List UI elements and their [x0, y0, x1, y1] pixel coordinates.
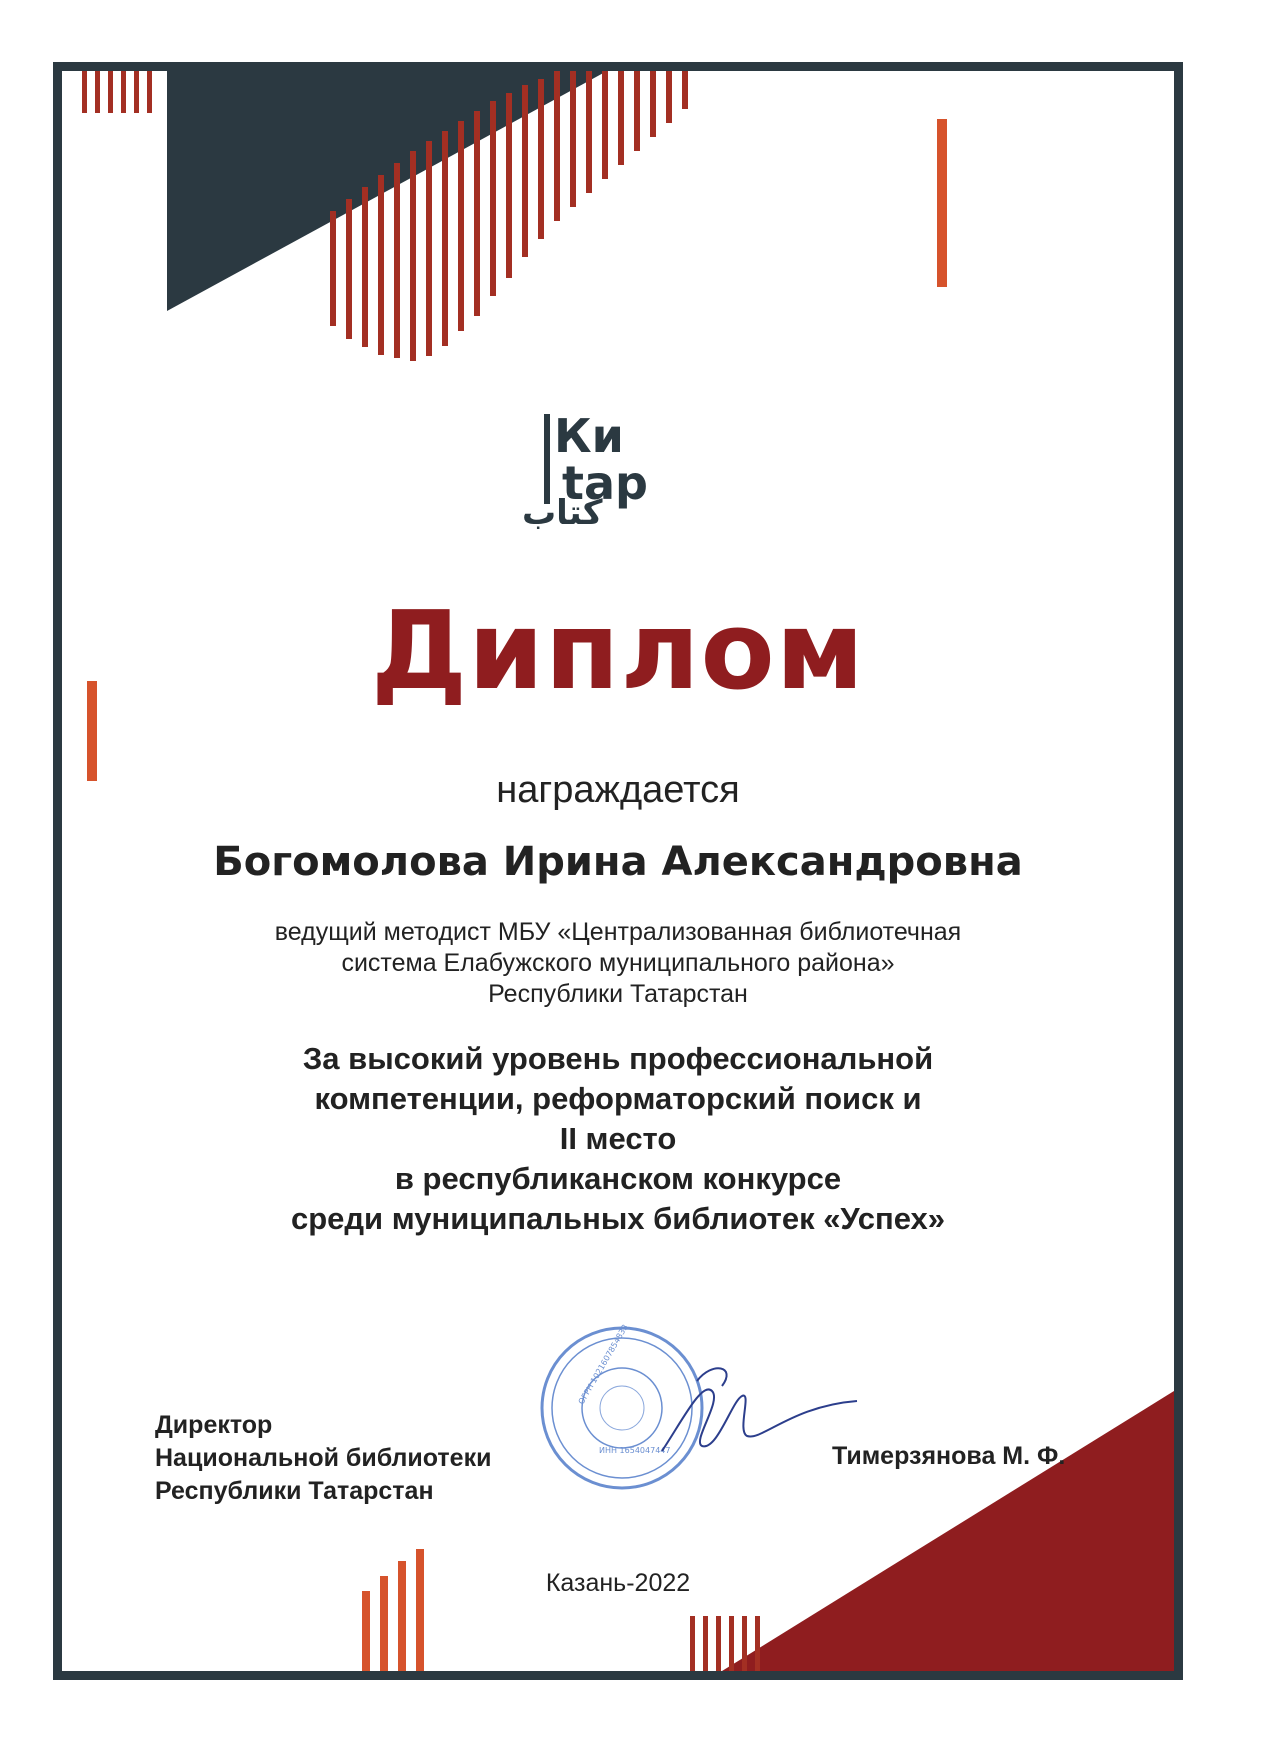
stripes-top-left — [82, 71, 152, 113]
reason-line: среди муниципальных библиотек «Успех» — [290, 1201, 946, 1236]
seal-ogrn: ОГРН 1021607854833 — [576, 1323, 630, 1406]
reason-line: в республиканском конкурсе — [394, 1161, 842, 1196]
logo-arabic: ﻛﺘﺎﺏ — [522, 493, 603, 533]
logo-line2: tap — [562, 456, 648, 510]
kitap-logo — [514, 404, 674, 544]
position-line: система Елабужского муниципального района» — [341, 949, 895, 977]
logo-line1: Ки — [554, 409, 624, 463]
signer-title — [155, 1409, 491, 1508]
recipient-name: Богомолова Ирина Александровна — [213, 839, 1023, 885]
position-line: Республики Татарстан — [488, 980, 748, 1008]
reason-line: II место — [559, 1121, 677, 1156]
diploma-title: Диплом — [370, 589, 866, 714]
signer-line: Республики Татарстан — [155, 1477, 434, 1505]
award-reason — [62, 1039, 1174, 1239]
position-line: ведущий методист МБУ «Централизованная библиотечная — [274, 918, 962, 946]
signer-line: Национальной библиотеки — [155, 1444, 492, 1472]
city-year: Казань-2022 — [545, 1569, 691, 1597]
signer-name: Тимерзянова М. Ф. — [832, 1442, 1066, 1470]
awarded-label: награждается — [496, 769, 740, 811]
reason-line: компетенции, реформаторский поиск и — [314, 1081, 922, 1116]
diploma-frame — [53, 62, 1183, 1680]
recipient-position — [62, 917, 1174, 1010]
handwritten-signature — [642, 1361, 862, 1481]
signer-line: Директор — [155, 1411, 273, 1439]
reason-line: За высокий уровень профессиональной — [302, 1041, 934, 1076]
orange-bars-bottom — [362, 1549, 424, 1671]
orange-bar-right — [937, 119, 947, 287]
seal-inn: ИНН 1654047447 — [599, 1446, 671, 1455]
